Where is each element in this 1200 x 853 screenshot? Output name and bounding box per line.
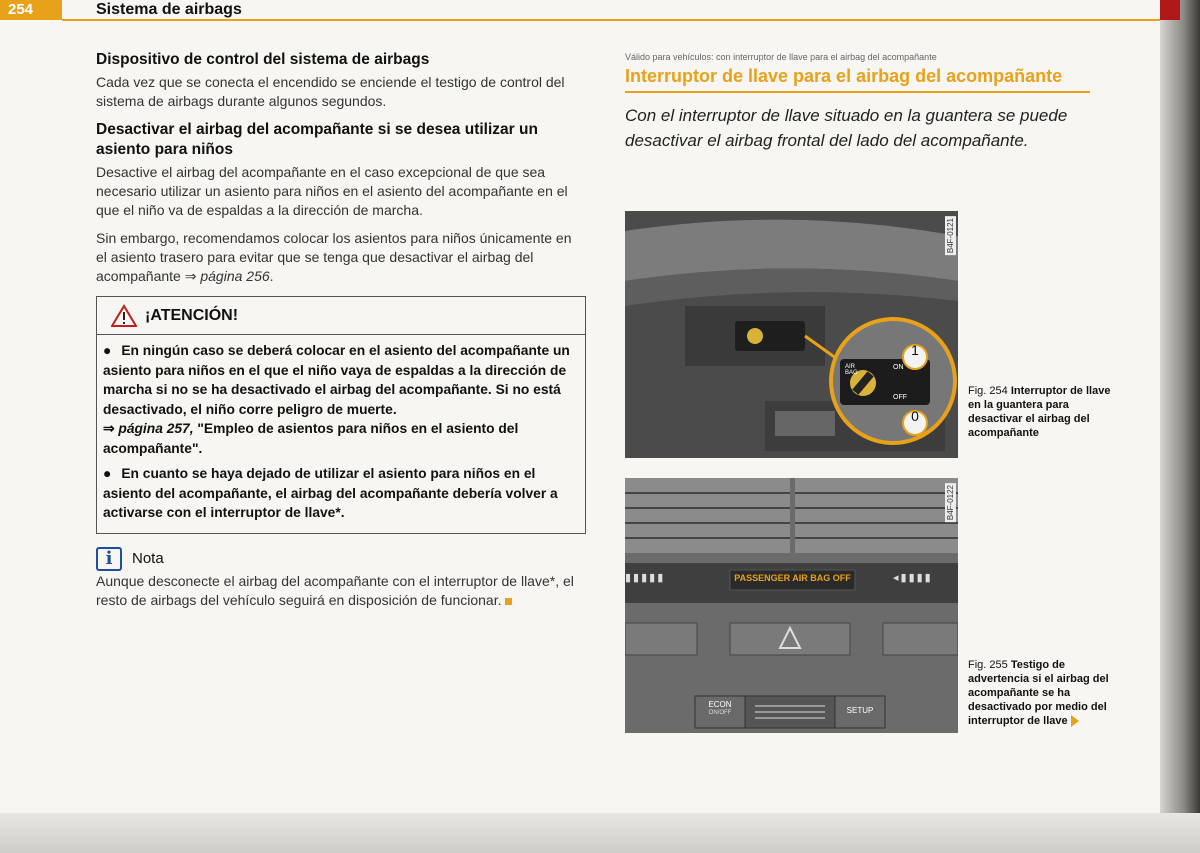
warning-page-reference[interactable]: página 257, xyxy=(118,421,194,436)
bottom-strip xyxy=(0,813,1200,853)
figure-254-image xyxy=(625,211,958,458)
end-marker-icon xyxy=(505,598,512,605)
page-header xyxy=(0,0,1160,22)
warning-item-1: ● En ningún caso se deberá colocar en el asiento del acompañante un asiento para niños en el que el niño vaya de espaldas a la dirección de marcha si no se ha desactivado el airbag del acompañante. Si no está desactivado, el niño corre peligro de muerte. ⇒ página 257, "Empleo de asientos para niños en el asiento del acompañante". xyxy=(103,343,570,456)
passenger-airbag-off-indicator: PASSENGER AIR BAG OFF xyxy=(734,573,851,583)
dashboard-illustration xyxy=(625,478,958,733)
section-title-deactivate: Desactivar el airbag del acompañante si se desea utilizar un asiento para niños xyxy=(96,121,538,158)
figure-255-caption: Fig. 255 Testigo de advertencia si el airbag del acompañante se ha desactivado por medio del interruptor de llave xyxy=(968,659,1109,727)
info-icon: i xyxy=(96,547,122,571)
econ-button-sublabel: ON/OFF xyxy=(708,710,732,716)
vent-marker-right: ◂▮▮▮▮ xyxy=(893,572,933,584)
warning-title: ¡ATENCIÓN! xyxy=(145,306,239,324)
switch-airbag-label: AIR BAG xyxy=(845,364,858,376)
page-reference-link[interactable]: página 256 xyxy=(200,268,270,284)
page-title: Sistema de airbags xyxy=(96,1,242,18)
callout-0-label: 0 xyxy=(911,408,919,424)
warning-triangle-icon xyxy=(111,304,137,328)
section-title-control: Dispositivo de control del sistema de airbags xyxy=(96,51,430,68)
left-column xyxy=(96,50,586,619)
title-rule xyxy=(625,91,1090,93)
figure-code-255: B4F-0122 xyxy=(946,485,955,521)
setup-button-label: SETUP xyxy=(846,706,874,715)
warning-header xyxy=(97,297,585,335)
page-number: 254 xyxy=(0,0,62,20)
intro-text: Con el interruptor de llave situado en la guantera se puede desactivar el airbag frontal del lado del acompañante. xyxy=(625,106,1068,150)
page-edge-tab xyxy=(1160,0,1180,20)
continue-arrow-icon xyxy=(1071,715,1079,727)
note-title: Nota xyxy=(132,550,164,567)
switch-on-label: ON xyxy=(893,364,904,371)
vent-marker-left: ▮▮▮▮▮ xyxy=(625,572,666,584)
figure-code-254: B4F-0121 xyxy=(946,218,955,254)
switch-off-label: OFF xyxy=(893,394,907,401)
paragraph-deactivate: Desactive el airbag del acompañante en el caso excepcional de que sea necesario utilizar un asiento para niños en el asiento del acompañante en el que el niño va de espaldas a la dirección de marcha. xyxy=(96,164,568,218)
econ-button-label: ECON xyxy=(708,700,732,709)
figure-255-image xyxy=(625,478,958,733)
page-edge xyxy=(1160,0,1200,853)
right-column xyxy=(625,52,1115,153)
figure-254-caption: Fig. 254 Interruptor de llave en la guantera para desactivar el airbag del acompañante xyxy=(968,385,1111,439)
section-title-key-switch: Interruptor de llave para el airbag del acompañante xyxy=(625,66,1063,86)
validity-note: Válido para vehículos: con interruptor de llave para el airbag del acompañante xyxy=(625,52,937,62)
section-text-control: Cada vez que se conecta el encendido se enciende el testigo de control del sistema de airbags durante algunos segundos. xyxy=(96,74,565,109)
callout-1-label: 1 xyxy=(911,342,919,358)
note-text: Aunque desconecte el airbag del acompañante con el interruptor de llave*, el resto de airbags del vehículo seguirá en disposición de funcionar. xyxy=(96,572,574,608)
warning-item-2: ● En cuanto se haya dejado de utilizar el asiento para niños en el asiento del acompañante, el airbag del acompañante debería volver a activarse con el interruptor de llave*. xyxy=(103,466,558,520)
header-rule xyxy=(62,19,1160,21)
note-header xyxy=(96,546,586,572)
warning-body xyxy=(97,335,585,533)
warning-box xyxy=(96,296,586,534)
paragraph-recommend: Sin embargo, recomendamos colocar los asientos para niños únicamente en el asiento trasero para evitar que se tenga que desactivar el airbag del acompañante ⇒ página 256. xyxy=(96,230,572,284)
